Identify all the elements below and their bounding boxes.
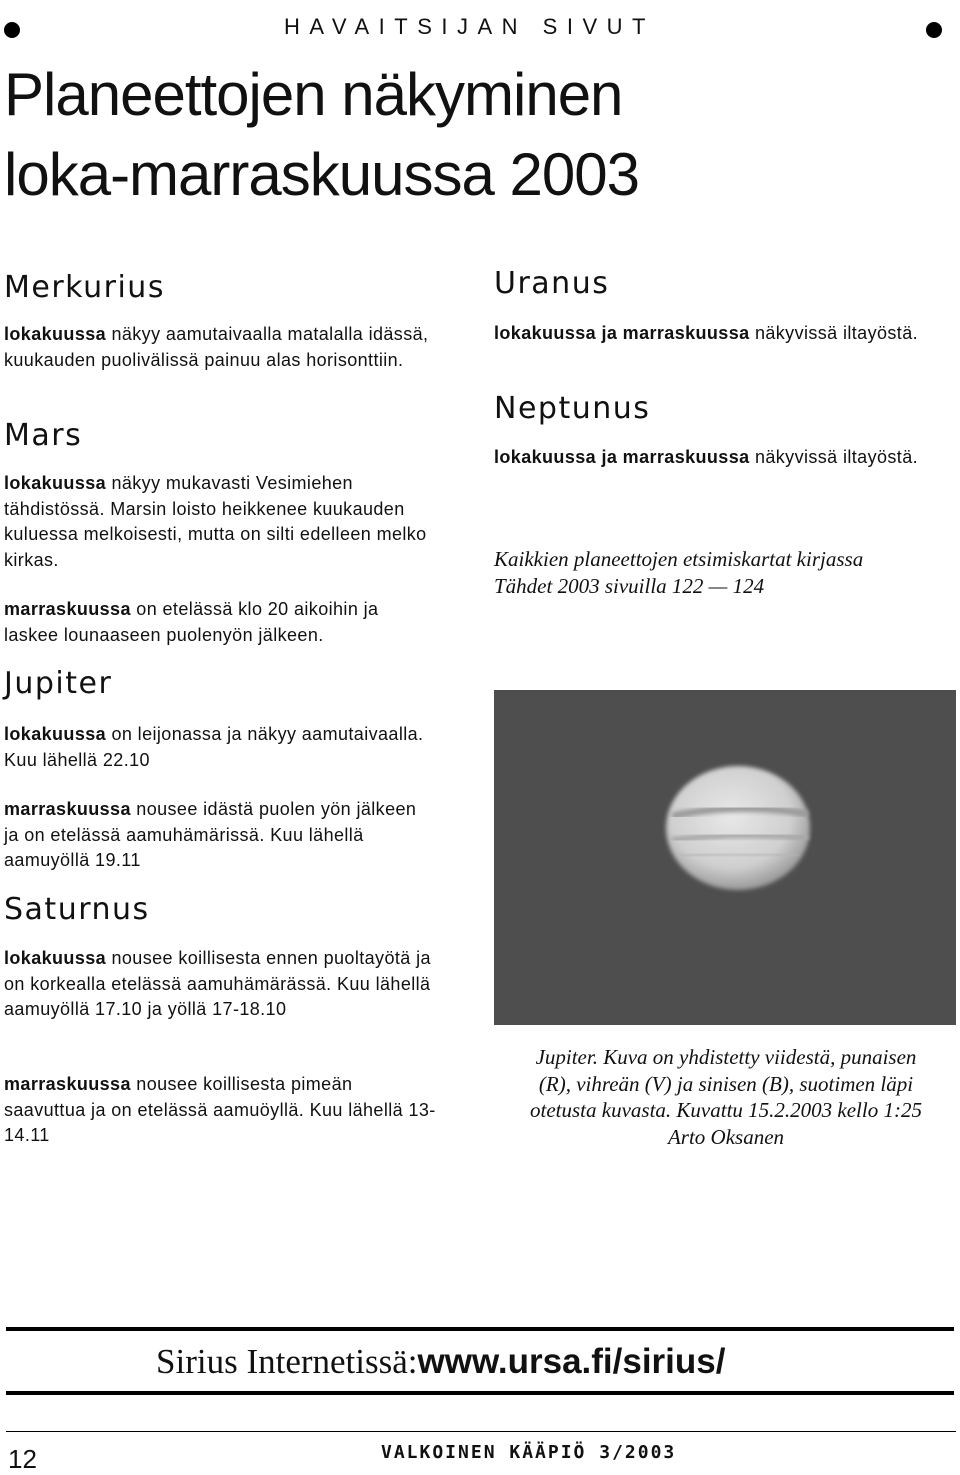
footer-rule [6,1431,956,1432]
section-header: HAVAITSIJAN SIVUT [284,14,655,39]
saturnus-october-text: lokakuussa nousee koillisesta ennen puoltayötä ja on korkealla etelässä aamuhämärässä. Kuu lähellä aamuyöllä 17.10 ja yöllä 17-18.10 [4,948,431,1019]
sirius-url-link[interactable]: www.ursa.fi/sirius/ [417,1342,726,1381]
month-label: lokakuussa [4,324,107,344]
month-label: marraskuussa [4,599,131,619]
publication-name: VALKOINEN KÄÄPIÖ 3/2003 [381,1442,677,1463]
header-bullet-right-icon [926,22,942,38]
merkurius-october-text: lokakuussa näkyy aamutaivaalla matalalla idässä, kuukauden puolivälissä painuu alas horisonttiin. [4,324,429,370]
heading-mars: Mars [4,418,83,453]
header-bullet-left-icon [4,22,20,38]
page-title-line-2: loka-marraskuussa 2003 [4,141,639,208]
heading-saturnus: Saturnus [4,892,150,927]
month-label: lokakuussa [4,473,107,493]
page-number: 12 [8,1444,37,1474]
month-label: lokakuussa [4,724,107,744]
mars-november-text: marraskuussa on etelässä klo 20 aikoihin ja laskee lounaaseen puolenyön jälkeen. [4,599,379,645]
uranus-text: lokakuussa ja marraskuussa näkyvissä iltayöstä. [494,323,919,343]
jupiter-planet-icon [494,690,956,1025]
jupiter-november-text: marraskuussa nousee idästä puolen yön jälkeen ja on etelässä aamuhämärissä. Kuu lähellä aamuyöllä 19.11 [4,799,417,870]
reference-note: Kaikkien planeettojen etsimiskartat kirjassa Tähdet 2003 sivuilla 122 — 124 [494,547,864,598]
month-label: marraskuussa [4,1074,131,1094]
jupiter-photo [494,690,956,1025]
sirius-banner [6,1327,954,1395]
banner-text: Sirius Internetissä: [156,1342,418,1381]
photo-caption: Jupiter. Kuva on yhdistetty viidestä, punaisen (R), vihreän (V) ja sinisen (B), suotimen läpi otetusta kuvasta. Kuvattu 15.2.2003 kello 1:25 Arto Oksanen [530,1045,922,1149]
saturnus-november-text: marraskuussa nousee koillisesta pimeän saavuttua ja on etelässä aamuöyllä. Kuu lähellä 13-14.11 [4,1074,436,1145]
heading-merkurius: Merkurius [4,270,165,305]
month-label: lokakuussa [4,948,107,968]
mars-october-text: lokakuussa näkyy mukavasti Vesimiehen tähdistössä. Marsin loisto heikkenee kuukauden kuluessa melkoisesti, mutta on silti edelleen melko kirkas. [4,473,427,570]
jupiter-october-text: lokakuussa on leijonassa ja näkyy aamutaivaalla. Kuu lähellä 22.10 [4,724,424,770]
heading-uranus: Uranus [494,266,610,301]
heading-jupiter: Jupiter [4,666,113,701]
heading-neptunus: Neptunus [494,391,651,426]
neptunus-text: lokakuussa ja marraskuussa näkyvissä iltayöstä. [494,447,919,467]
month-label: lokakuussa ja marraskuussa [494,323,750,343]
page-title-line-1: Planeettojen näkyminen [4,61,623,128]
month-label: marraskuussa [4,799,131,819]
month-label: lokakuussa ja marraskuussa [494,447,750,467]
